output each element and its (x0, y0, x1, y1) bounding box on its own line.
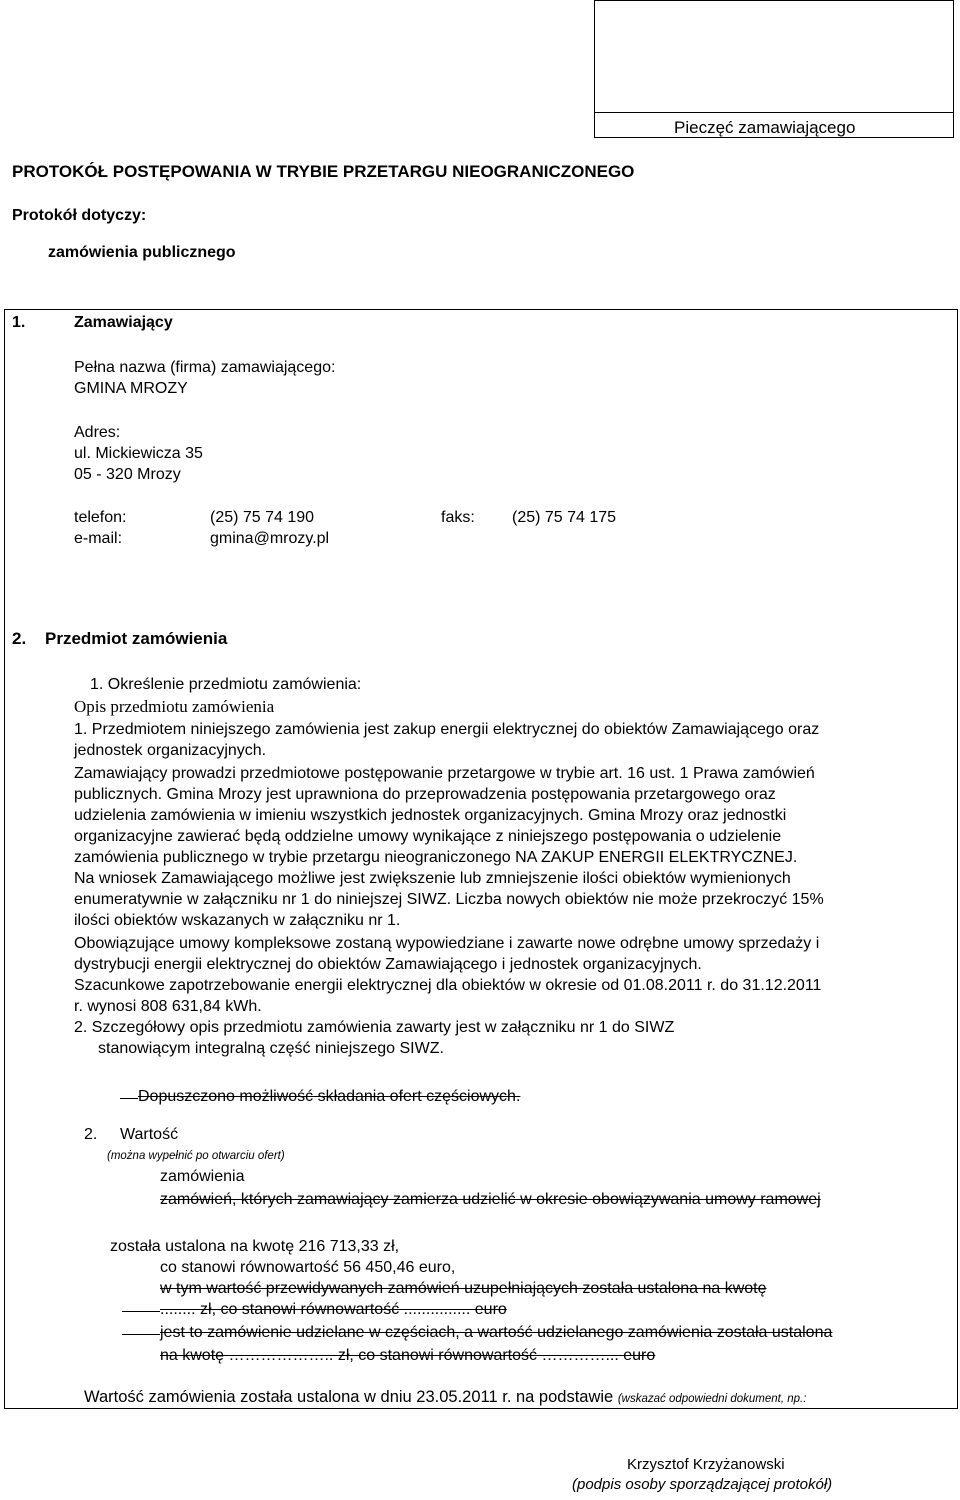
partial-offers-struck: Dopuszczono możliwość składania ofert częściowych. (138, 1088, 521, 1105)
body-line: ilości obiektów wskazanych w załączniku nr 1. (74, 912, 401, 929)
date-line (84, 1388, 806, 1407)
body-line: Szacunkowe zapotrzebowanie energii elektrycznej dla obiektów w okresie od 01.08.2011 r. do 31.12.2011 (74, 977, 822, 994)
section2-heading: Przedmiot zamówienia (45, 629, 228, 648)
body-line: Na wniosek Zamawiającego możliwe jest zwiększenie lub zmniejszenie ilości obiektów wymienionych (74, 870, 791, 887)
body-line: udzielenia zamówienia w imieniu wszystkich jednostek organizacyjnych. Gmina Mrozy oraz jednostki (74, 807, 787, 824)
email-value: gmina@mrozy.pl (210, 530, 330, 547)
body-line: Zamawiający prowadzi przedmiotowe postępowanie przetargowe w trybie art. 16 ust. 1 Prawa zamówień (74, 765, 815, 782)
document-title: PROTOKÓŁ POSTĘPOWANIA W TRYBIE PRZETARGU NIEOGRANICZONEGO (12, 162, 635, 181)
subject-definition-label: 1. Określenie przedmiotu zamówienia: (90, 676, 362, 693)
body-line: r. wynosi 808 631,84 kWh. (74, 998, 262, 1015)
body-line: organizacyjne zawierać będą oddzielne umowy wynikające z niniejszego postępowania o udzielenie (74, 828, 782, 845)
date-line-hint: (wskazać odpowiedni dokument, np.: (617, 1393, 807, 1405)
subject-description-label: Opis przedmiotu zamówienia (74, 697, 275, 716)
address-line2: 05 - 320 Mrozy (74, 466, 181, 483)
strike-rule (122, 1334, 160, 1335)
parts-line1: jest to zamówienie udzielane w częściach, a wartość udzielanego zamówienia została ustalona (160, 1324, 833, 1341)
value-option-framework: zamówień, których zamawiający zamierza udzielić w okresie obowiązywania umowy ramowej (160, 1191, 821, 1208)
fax-value: (25) 75 74 175 (512, 509, 617, 526)
euro-line: co stanowi równowartość 56 450,46 euro, (160, 1259, 456, 1276)
value-option-orders: zamówienia (160, 1168, 245, 1185)
email-label: e-mail: (74, 530, 123, 547)
address-line1: ul. Mickiewicza 35 (74, 445, 203, 462)
value-number: 2. (84, 1126, 98, 1143)
amount-line: została ustalona na kwotę 216 713,33 zł, (110, 1238, 400, 1255)
address-label: Adres: (74, 424, 121, 441)
date-line-text: Wartość zamówienia została ustalona w dniu 23.05.2011 r. na podstawie (84, 1388, 614, 1406)
body-line: 2. Szczegółowy opis przedmiotu zamówienia zawarty jest w załączniku nr 1 do SIWZ (74, 1019, 675, 1036)
body-line: 1. Przedmiotem niniejszego zamówienia jest zakup energii elektrycznej do obiektów Zamawiającego oraz (74, 721, 820, 738)
value-heading: Wartość (120, 1126, 179, 1143)
concerns-value: zamówienia publicznego (48, 244, 236, 261)
section1-heading: Zamawiający (74, 314, 173, 331)
supplementary-line1: w tym wartość przewidywanych zamówień uzupełniających została ustalona na kwotę (160, 1280, 767, 1297)
section2-number: 2. (12, 629, 27, 648)
strike-rule (120, 1098, 138, 1099)
body-line: enumeratywnie w załączniku nr 1 do niniejszej SIWZ. Liczba nowych obiektów nie może przekroczyć 15% (74, 891, 824, 908)
strike-rule (122, 1311, 160, 1312)
value-hint: (można wypełnić po otwarciu ofert) (107, 1150, 285, 1162)
body-line: zamówienia publicznego w trybie przetargu nieograniczonego NA ZAKUP ENERGII ELEKTRYCZNEJ. (74, 849, 798, 866)
phone-label: telefon: (74, 509, 127, 526)
body-line: Obowiązujące umowy kompleksowe zostaną wypowiedziane i zawarte nowe odrębne umowy sprzedaży i (74, 935, 820, 952)
body-line: jednostek organizacyjnych. (74, 742, 267, 759)
parts-line2: na kwotę ……………….. zł, co stanowi równowartość …………... euro (160, 1347, 656, 1364)
signatory-name: Krzysztof Krzyżanowski (627, 1456, 785, 1473)
signature-caption: (podpis osoby sporządzającej protokół) (572, 1476, 833, 1493)
section1-number: 1. (12, 314, 26, 331)
stamp-label: Pieczęć zamawiającego (674, 118, 856, 137)
body-line: publicznych. Gmina Mrozy jest uprawniona do przeprowadzenia postępowania przetargowego oraz (74, 786, 776, 803)
phone-value: (25) 75 74 190 (210, 509, 315, 526)
body-line: dystrybucji energii elektrycznej do obiektów Zamawiającego i jednostek organizacyjnych. (74, 956, 702, 973)
fullname-label: Pełna nazwa (firma) zamawiającego: (74, 359, 336, 376)
body-line: stanowiącym integralną część niniejszego SIWZ. (98, 1040, 444, 1057)
fullname-value: GMINA MROZY (74, 380, 188, 397)
concerns-label: Protokół dotyczy: (12, 207, 147, 224)
supplementary-line2: ........ zł, co stanowi równowartość ............... euro (160, 1301, 507, 1318)
stamp-divider (594, 112, 953, 113)
fax-label: faks: (441, 509, 475, 526)
